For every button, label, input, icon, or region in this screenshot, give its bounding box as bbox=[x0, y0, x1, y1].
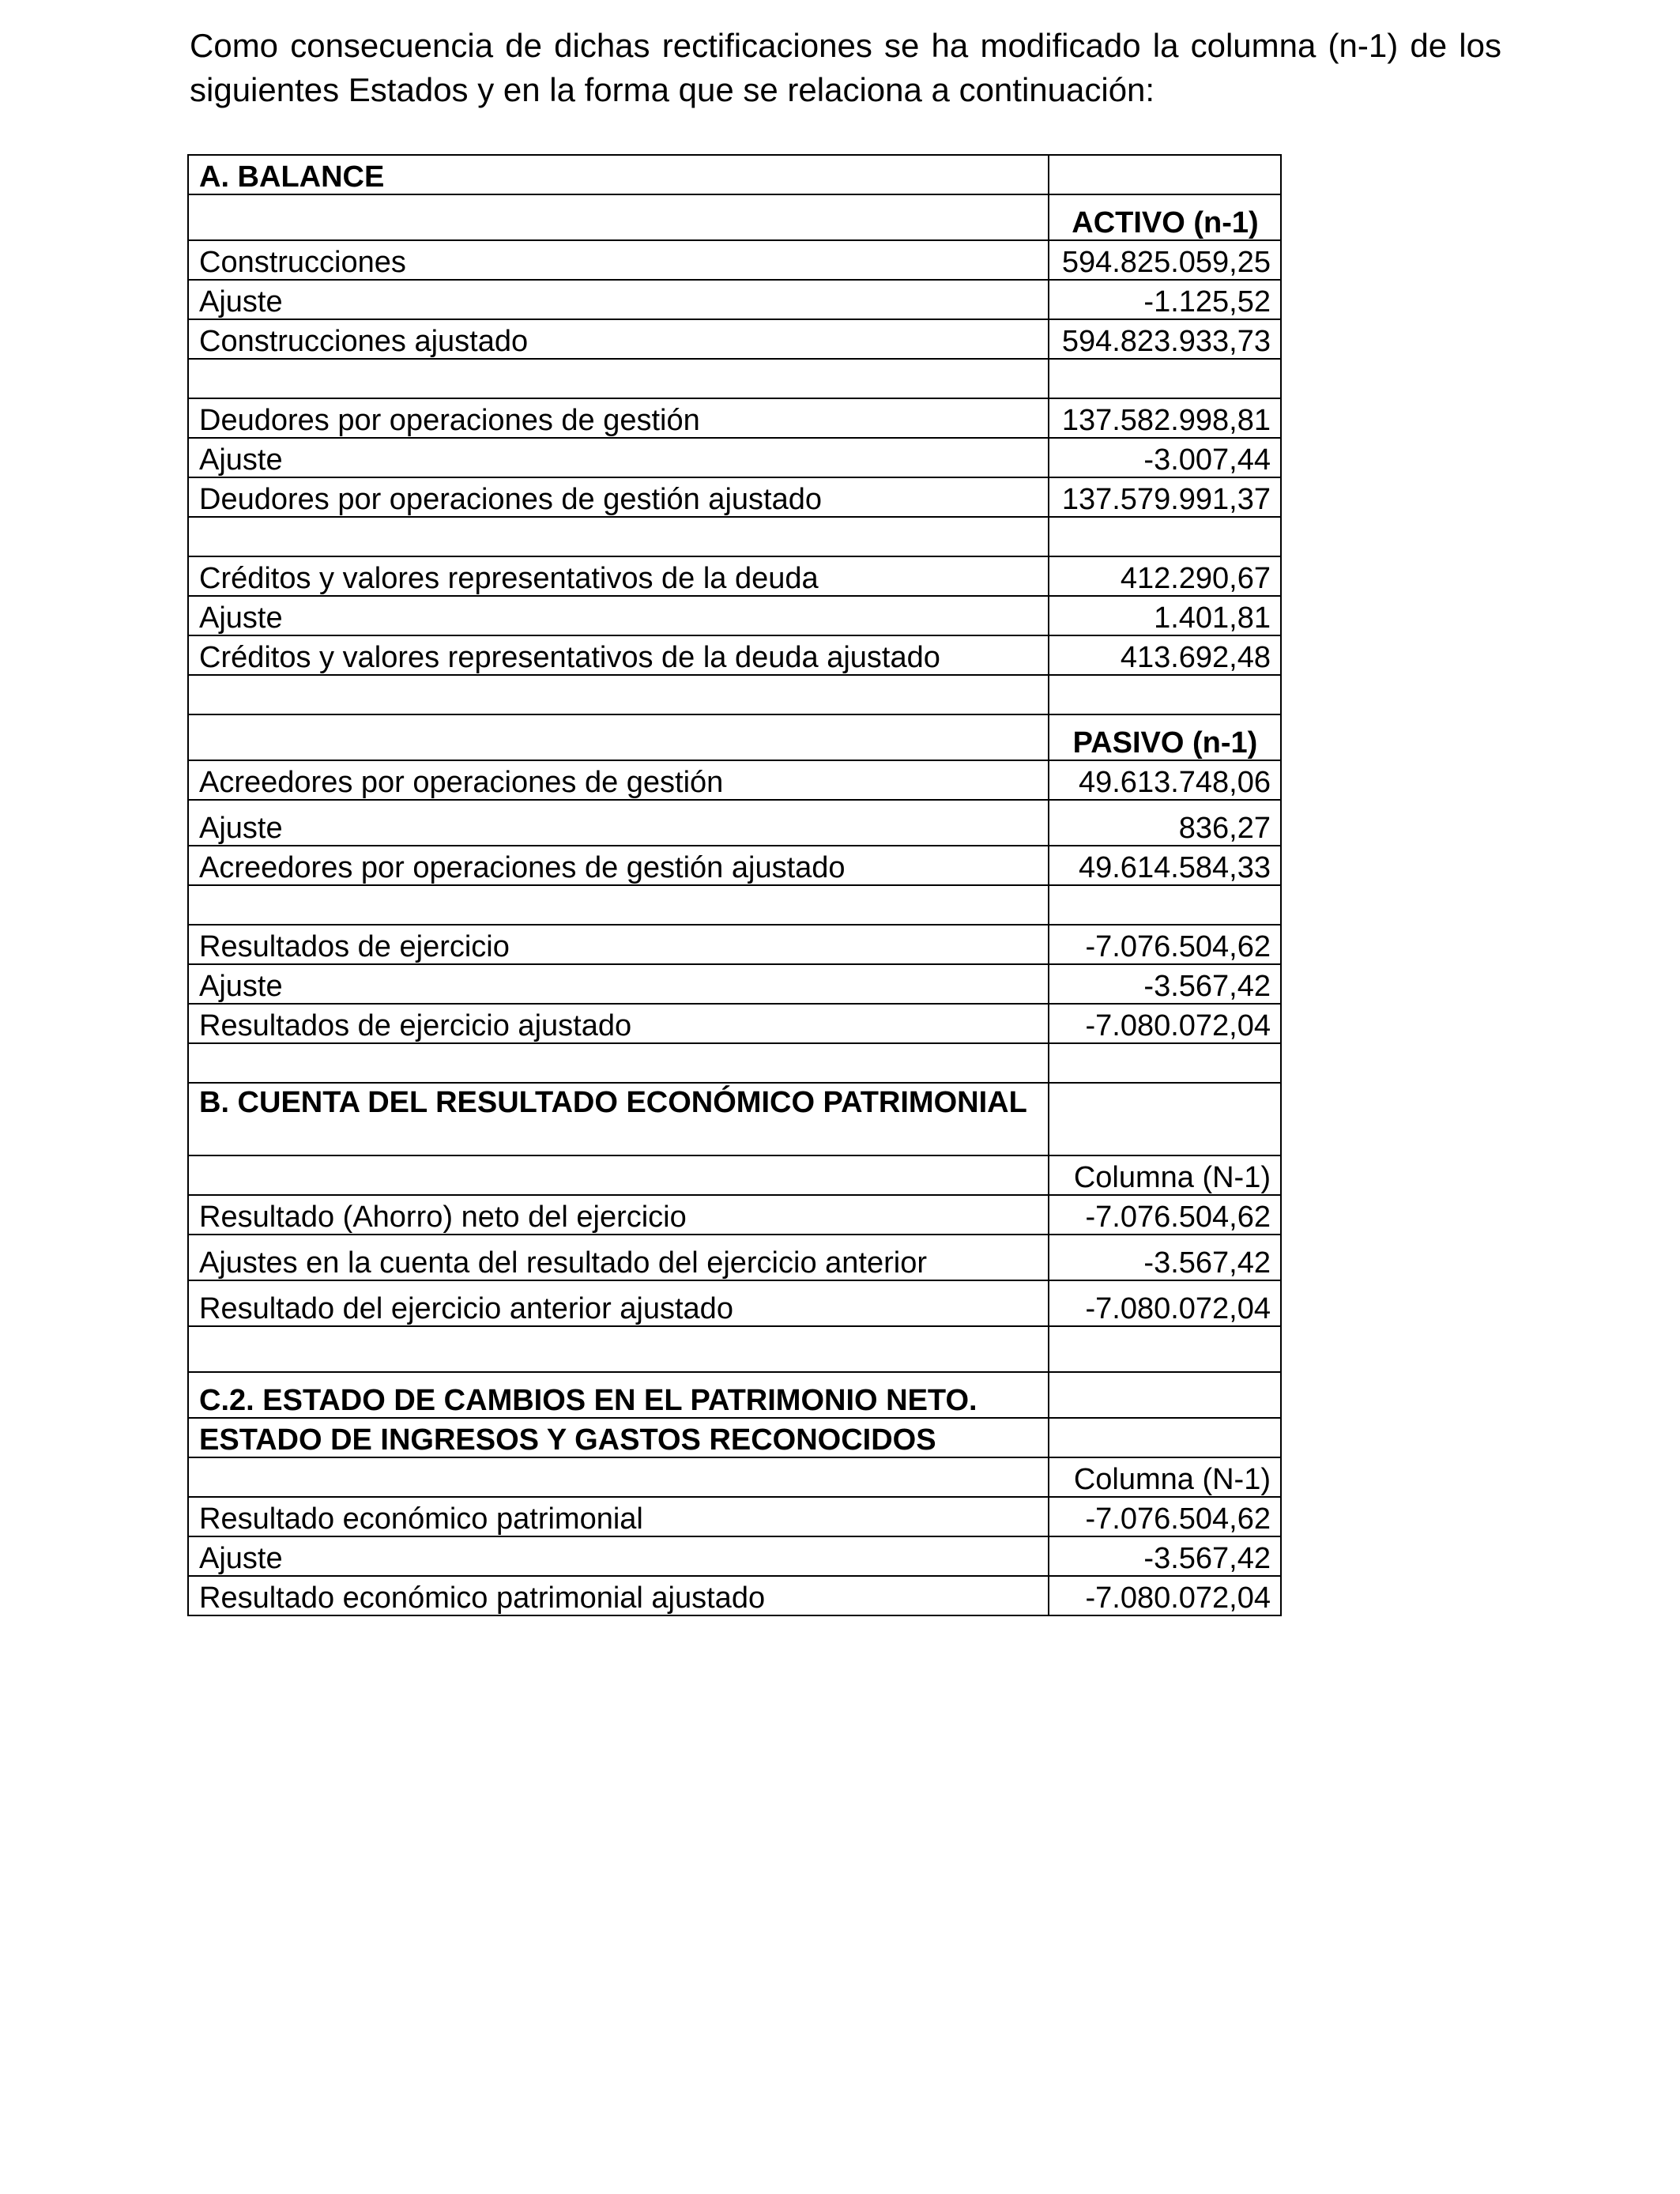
row-value: 137.579.991,37 bbox=[1049, 477, 1281, 517]
spacer-row bbox=[188, 1043, 1281, 1083]
intro-paragraph: Como consecuencia de dichas rectificaciones se ha modificado la columna (n-1) de los siguientes Estados y en la forma que se relaciona a continuación: bbox=[190, 27, 1501, 108]
row-label: Construcciones bbox=[188, 240, 1049, 280]
spacer-row bbox=[188, 517, 1281, 556]
empty-cell bbox=[188, 194, 1049, 240]
row-value: -1.125,52 bbox=[1049, 280, 1281, 319]
estado-title-line2: ESTADO DE INGRESOS Y GASTOS RECONOCIDOS bbox=[188, 1418, 1049, 1457]
row-value: -7.080.072,04 bbox=[1049, 1576, 1281, 1615]
estado-title-line1: C.2. ESTADO DE CAMBIOS EN EL PATRIMONIO NETO. bbox=[188, 1372, 1049, 1418]
row-label: Resultado económico patrimonial ajustado bbox=[188, 1576, 1049, 1615]
table-row bbox=[188, 596, 1281, 635]
table-row bbox=[188, 925, 1281, 964]
row-label: Resultado (Ahorro) neto del ejercicio bbox=[188, 1195, 1049, 1235]
empty-cell bbox=[1049, 1083, 1281, 1155]
row-value: -3.567,42 bbox=[1049, 964, 1281, 1004]
table-row bbox=[188, 714, 1281, 760]
table-row bbox=[188, 1457, 1281, 1497]
empty-cell bbox=[188, 359, 1049, 398]
row-value: 594.823.933,73 bbox=[1049, 319, 1281, 359]
spacer-row bbox=[188, 885, 1281, 925]
row-label: Resultado del ejercicio anterior ajustado bbox=[188, 1280, 1049, 1326]
row-label: Resultados de ejercicio ajustado bbox=[188, 1004, 1049, 1043]
row-label: Ajuste bbox=[188, 596, 1049, 635]
empty-cell bbox=[188, 1326, 1049, 1372]
row-value: -3.567,42 bbox=[1049, 1536, 1281, 1576]
empty-cell bbox=[1049, 675, 1281, 714]
empty-cell bbox=[1049, 359, 1281, 398]
table-row bbox=[188, 1280, 1281, 1326]
table-row bbox=[188, 1235, 1281, 1280]
table-row bbox=[188, 319, 1281, 359]
table-row bbox=[188, 556, 1281, 596]
row-label: Acreedores por operaciones de gestión bbox=[188, 760, 1049, 800]
row-value: 413.692,48 bbox=[1049, 635, 1281, 675]
row-value: -7.080.072,04 bbox=[1049, 1004, 1281, 1043]
activo-header: ACTIVO (n-1) bbox=[1049, 194, 1281, 240]
row-value: -7.076.504,62 bbox=[1049, 1195, 1281, 1235]
row-value: -3.007,44 bbox=[1049, 438, 1281, 477]
table-row bbox=[188, 1418, 1281, 1457]
table-row bbox=[188, 1195, 1281, 1235]
row-label: Ajuste bbox=[188, 280, 1049, 319]
empty-cell bbox=[188, 1155, 1049, 1195]
empty-cell bbox=[188, 714, 1049, 760]
row-value: 49.614.584,33 bbox=[1049, 846, 1281, 885]
row-value: 594.825.059,25 bbox=[1049, 240, 1281, 280]
table-row bbox=[188, 1004, 1281, 1043]
empty-cell bbox=[188, 675, 1049, 714]
row-value: -3.567,42 bbox=[1049, 1235, 1281, 1280]
empty-cell bbox=[188, 885, 1049, 925]
table-row bbox=[188, 635, 1281, 675]
row-label: Acreedores por operaciones de gestión ajustado bbox=[188, 846, 1049, 885]
row-value: 1.401,81 bbox=[1049, 596, 1281, 635]
row-label: Deudores por operaciones de gestión ajustado bbox=[188, 477, 1049, 517]
table-row bbox=[188, 155, 1281, 194]
table-row bbox=[188, 398, 1281, 438]
empty-cell bbox=[188, 1457, 1049, 1497]
table-row bbox=[188, 1497, 1281, 1536]
table-row bbox=[188, 1536, 1281, 1576]
table-row bbox=[188, 1083, 1281, 1155]
row-value: -7.080.072,04 bbox=[1049, 1280, 1281, 1326]
table-row bbox=[188, 438, 1281, 477]
empty-cell bbox=[1049, 155, 1281, 194]
table-row bbox=[188, 1372, 1281, 1418]
row-label: Construcciones ajustado bbox=[188, 319, 1049, 359]
empty-cell bbox=[1049, 1372, 1281, 1418]
table-row bbox=[188, 1576, 1281, 1615]
table-row bbox=[188, 280, 1281, 319]
spacer-row bbox=[188, 1326, 1281, 1372]
table-row bbox=[188, 194, 1281, 240]
pasivo-header: PASIVO (n-1) bbox=[1049, 714, 1281, 760]
table-row bbox=[188, 240, 1281, 280]
row-label: Ajustes en la cuenta del resultado del ejercicio anterior bbox=[188, 1235, 1049, 1280]
row-label: Créditos y valores representativos de la deuda bbox=[188, 556, 1049, 596]
row-value: -7.076.504,62 bbox=[1049, 1497, 1281, 1536]
row-label: Ajuste bbox=[188, 964, 1049, 1004]
empty-cell bbox=[188, 517, 1049, 556]
table-row bbox=[188, 1155, 1281, 1195]
empty-cell bbox=[1049, 885, 1281, 925]
empty-cell bbox=[188, 1043, 1049, 1083]
empty-cell bbox=[1049, 1043, 1281, 1083]
row-value: -7.076.504,62 bbox=[1049, 925, 1281, 964]
cuenta-column-header: Columna (N-1) bbox=[1049, 1155, 1281, 1195]
empty-cell bbox=[1049, 1418, 1281, 1457]
row-label: Ajuste bbox=[188, 800, 1049, 846]
row-label: Deudores por operaciones de gestión bbox=[188, 398, 1049, 438]
row-label: Créditos y valores representativos de la deuda ajustado bbox=[188, 635, 1049, 675]
table-row bbox=[188, 760, 1281, 800]
table-row bbox=[188, 477, 1281, 517]
rectification-table bbox=[187, 154, 1282, 1616]
cuenta-title: B. CUENTA DEL RESULTADO ECONÓMICO PATRIMONIAL bbox=[188, 1083, 1049, 1155]
row-value: 412.290,67 bbox=[1049, 556, 1281, 596]
table-row bbox=[188, 800, 1281, 846]
row-label: Resultados de ejercicio bbox=[188, 925, 1049, 964]
table-row bbox=[188, 964, 1281, 1004]
row-value: 49.613.748,06 bbox=[1049, 760, 1281, 800]
empty-cell bbox=[1049, 517, 1281, 556]
row-label: Ajuste bbox=[188, 438, 1049, 477]
table-row bbox=[188, 846, 1281, 885]
row-label: Ajuste bbox=[188, 1536, 1049, 1576]
row-value: 836,27 bbox=[1049, 800, 1281, 846]
row-label: Resultado económico patrimonial bbox=[188, 1497, 1049, 1536]
balance-title: A. BALANCE bbox=[188, 155, 1049, 194]
empty-cell bbox=[1049, 1326, 1281, 1372]
spacer-row bbox=[188, 359, 1281, 398]
row-value: 137.582.998,81 bbox=[1049, 398, 1281, 438]
estado-column-header: Columna (N-1) bbox=[1049, 1457, 1281, 1497]
spacer-row bbox=[188, 675, 1281, 714]
